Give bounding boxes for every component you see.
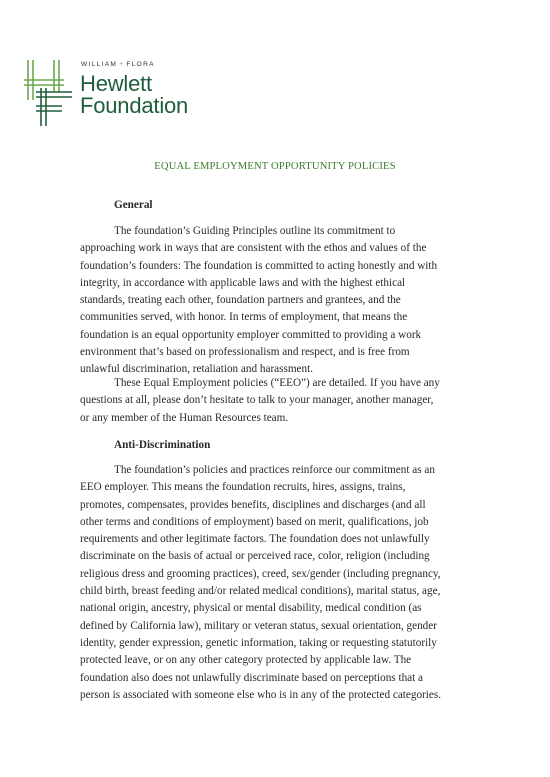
text-line: child birth, breast feeding and/or related medical conditions), marital status, age, — [80, 585, 441, 598]
text-line: approaching work in ways that are consistent with the ethos and values of the — [80, 242, 427, 255]
text-line: other terms and conditions of employment) based on merit, qualifications, job — [80, 515, 429, 528]
section-heading-general: General — [114, 199, 153, 211]
text-line: national origin, ancestry, physical or mental disability, medical condition (as — [80, 602, 422, 615]
text-line: foundation also does not unlawfully discriminate based on perceptions that a — [80, 671, 423, 684]
text-line: foundation’s founders: The foundation is committed to acting honestly and with — [80, 259, 438, 272]
hewlett-foundation-logo — [24, 58, 214, 128]
text-line: foundation is an equal opportunity employer committed to providing a work — [80, 328, 422, 341]
text-line: protected leave, or on any other category protected by applicable law. The — [80, 654, 412, 667]
text-line: requirements and other legitimate factors. The foundation does not unlawfully — [80, 533, 430, 546]
text-line: promotes, compensates, provides benefits, disciplines and discharges (and all — [80, 498, 426, 511]
text-line: EEO employer. This means the foundation recruits, hires, assigns, trains, — [80, 481, 406, 494]
text-line: identity, gender expression, genetic information, taking or requesting statutorily — [80, 636, 437, 649]
document-title: EQUAL EMPLOYMENT OPPORTUNITY POLICIES — [154, 161, 396, 172]
text-line: The foundation’s Guiding Principles outline its commitment to — [114, 225, 396, 237]
text-line: defined by California law), military or veteran status, sexual orientation, gender — [80, 619, 437, 632]
text-line: The foundation’s policies and practices reinforce our commitment as an — [114, 464, 435, 476]
text-line: questions at all, please don’t hesitate to talk to your manager, another manager, — [80, 394, 434, 407]
paragraph-anti-discrimination-1 — [80, 462, 472, 704]
text-line: environment that’s based on professionalism and respect, and is free from — [80, 346, 410, 359]
paragraph-general-1 — [80, 223, 472, 379]
paragraph-general-2 — [80, 375, 472, 427]
logo-name-line1: Hewlett — [80, 71, 152, 96]
text-line: These Equal Employment policies (“EEO”) are detailed. If you have any — [114, 377, 440, 389]
logo-founders: WILLIAM + FLORA — [81, 61, 155, 68]
text-line: unlawful discrimination, retaliation and harassment. — [80, 363, 314, 376]
text-line: person is associated with someone else who is in any of the protected categories. — [80, 688, 442, 701]
text-line: or any member of the Human Resources team. — [80, 411, 289, 424]
text-line: standards, treating each other, foundation partners and grantees, and the — [80, 294, 401, 307]
hf-monogram-icon — [24, 58, 76, 128]
text-line: integrity, in accordance with applicable laws and with the highest ethical — [80, 276, 406, 289]
text-line: communities served, with honor. In terms of employment, that means the — [80, 311, 408, 324]
text-line: discriminate on the basis of actual or perceived race, color, religion (including — [80, 550, 430, 563]
logo-name-line2: Foundation — [80, 93, 189, 118]
section-heading-anti-discrimination: Anti-Discrimination — [114, 439, 211, 451]
text-line: religious dress and grooming practices), creed, sex/gender (including pregnancy, — [80, 567, 441, 580]
